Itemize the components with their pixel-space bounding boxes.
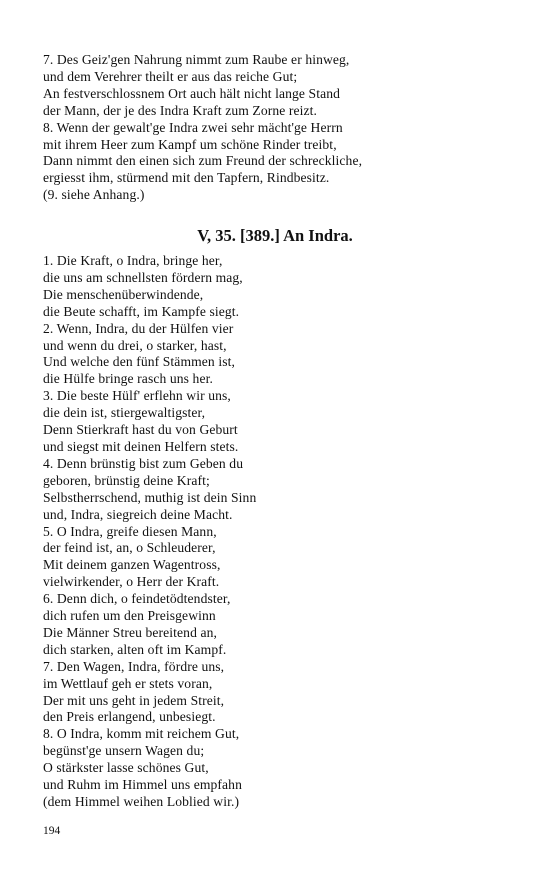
text-line: 1. Die Kraft, o Indra, bringe her, [43,253,223,268]
text-line: Die menschenüberwindende, [43,286,204,302]
text-line: mit ihrem Heer zum Kampf um schöne Rinder treibt, [43,136,337,152]
text-line: den Preis erlangend, unbesiegt. [43,709,216,725]
text-line: und dem Verehrer theilt er aus das reiche Gut; [43,68,298,84]
text-line: dich rufen um den Preisgewinn [43,608,216,624]
text-line: und, Indra, siegreich deine Macht. [43,506,233,522]
text-line: 3. Die beste Hülf' erflehn wir uns, [43,388,231,404]
text-line: 6. Denn dich, o feindetödtendster, [43,591,231,607]
text-line: 7. Den Wagen, Indra, fördre uns, [43,658,225,674]
text-line: im Wettlauf geh er stets voran, [43,675,213,691]
hymn-body [43,253,513,811]
text-line: die uns am schnellsten fördern mag, [43,269,243,285]
text-line: 7. Des Geiz'gen Nahrung nimmt zum Raube er hinweg, [43,52,350,67]
text-line: und Ruhm im Himmel uns empfahn [43,777,242,793]
text-line: 4. Denn brünstig bist zum Geben du [43,455,244,471]
text-line: Und welche den fünf Stämmen ist, [43,354,235,370]
text-line: geboren, brünstig deine Kraft; [43,472,210,488]
text-line: vielwirkender, o Herr der Kraft. [43,574,220,590]
text-line: Denn Stierkraft hast du von Geburt [43,422,238,438]
text-line: Die Männer Streu bereitend an, [43,624,217,640]
text-line: Selbstherrschend, muthig ist dein Sinn [43,489,257,505]
text-line: (9. siehe Anhang.) [43,187,145,203]
text-line: 2. Wenn, Indra, du der Hülfen vier [43,320,234,336]
text-line: und siegst mit deinen Helfern stets. [43,438,239,454]
text-line: 8. Wenn der gewalt'ge Indra zwei sehr mächt'ge Herrn [43,119,343,135]
text-line: Der mit uns geht in jedem Streit, [43,692,225,708]
hymn-title: V, 35. [389.] An Indra. [197,226,353,245]
text-line: ergiesst ihm, stürmend mit den Tapfern, Rindbesitz. [43,170,330,186]
text-line: 5. O Indra, greife diesen Mann, [43,523,217,539]
text-line: der Mann, der je des Indra Kraft zum Zorne reizt. [43,102,318,118]
text-line: O stärkster lasse schönes Gut, [43,760,209,776]
text-line: dich starken, alten oft im Kampf. [43,641,227,657]
text-line: die Beute schafft, im Kampfe siegt. [43,303,240,319]
text-line: die Hülfe bringe rasch uns her. [43,371,213,387]
page-number: 194 [43,825,61,837]
text-line: die dein ist, stiergewaltigster, [43,405,206,421]
text-line: Dann nimmt den einen sich zum Freund der schreckliche, [43,153,363,169]
text-line: der feind ist, an, o Schleuderer, [43,540,216,556]
previous-hymn-stanzas [43,52,513,204]
text-line: (dem Himmel weihen Loblied wir.) [43,794,240,809]
text-line: begünst'ge unsern Wagen du; [43,743,205,759]
text-line: Mit deinem ganzen Wagentross, [43,557,221,573]
text-line: An festverschlossnem Ort auch hält nicht lange Stand [43,85,341,101]
text-line: und wenn du drei, o starker, hast, [43,337,227,353]
text-line: 8. O Indra, komm mit reichem Gut, [43,726,240,742]
